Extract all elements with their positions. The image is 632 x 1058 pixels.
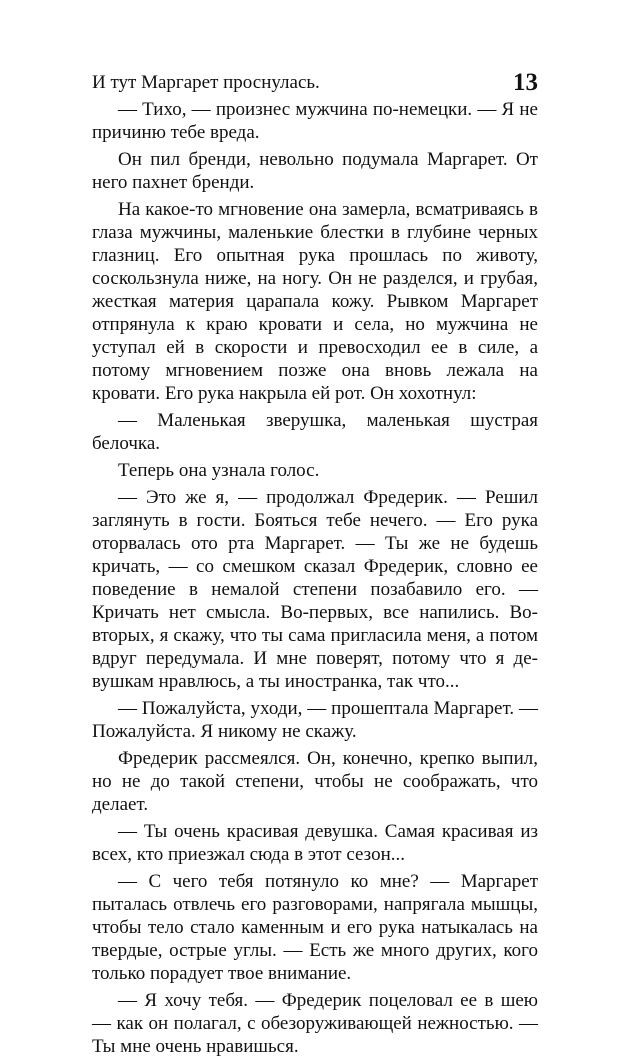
page-number: 13	[513, 69, 538, 96]
body-text	[92, 71, 538, 1058]
paragraph: На какое-то мгновение она замерла, всматриваясь в глаза мужчины, маленькие блестки в глубине черных глазниц. Его опытная рука прошлась по животу, соскользнула ниже, на ногу. Он не разделся, и грубая, жесткая материя царапала кожу. Рывком Маргарет отпрянула к краю кровати и села, но мужчина не уступал ей в скорости и превосходил ее в силе, а потому мгновением позже она вновь лежала на кровати. Его рука накрыла ей рот. Он хохотнул:	[92, 199, 538, 404]
paragraph: — Тихо, — произнес мужчина по-немецки. — Я не причиню тебе вреда.	[92, 99, 538, 143]
paragraph: Он пил бренди, невольно подумала Маргарет. От него пахнет бренди.	[92, 149, 538, 193]
paragraph: Фредерик рассмеялся. Он, конечно, крепко выпил, но не до такой степени, чтобы не соображать, что делает.	[92, 748, 538, 815]
paragraph: — Ты очень красивая девушка. Самая красивая из всех, кто приезжал сюда в этот сезон...	[92, 821, 538, 865]
paragraph: — Это же я, — продолжал Фредерик. — Решил заглянуть в гости. Бояться тебе нечего. — Его рука оторвалась ото рта Маргарет. — Ты же не будешь кричать, — со смешком сказал Фредерик, словно ее поведение в немалой степени позабавило его. — Кричать нет смысла. Во-первых, все напились. Во-вторых, я скажу, что ты сама пригласила меня, а потом вдруг передумала. И мне поверят, потому что я девушкам нравлюсь, а ты иностранка, так что...	[92, 487, 538, 692]
paragraph: Теперь она узнала голос.	[118, 460, 320, 481]
paragraph: — Я хочу тебя. — Фредерик поцеловал ее в шею — как он полагал, с обезоруживающей нежностью. — Ты мне очень нравишься.	[92, 990, 538, 1057]
paragraph: — Маленькая зверушка, маленькая шустрая белочка.	[92, 410, 538, 454]
paragraph: — Пожалуйста, уходи, — прошептала Маргарет. — Пожалуйста. Я никому не скажу.	[92, 698, 538, 742]
paragraph: И тут Маргарет проснулась.	[92, 72, 320, 93]
paragraph: — С чего тебя потянуло ко мне? — Маргарет пыталась отвлечь его разговорами, напрягала мышцы, чтобы тело стало каменным и его рука натыкалась на твердые, острые углы. — Есть же много других, кого только порадует твое внимание.	[92, 871, 538, 984]
